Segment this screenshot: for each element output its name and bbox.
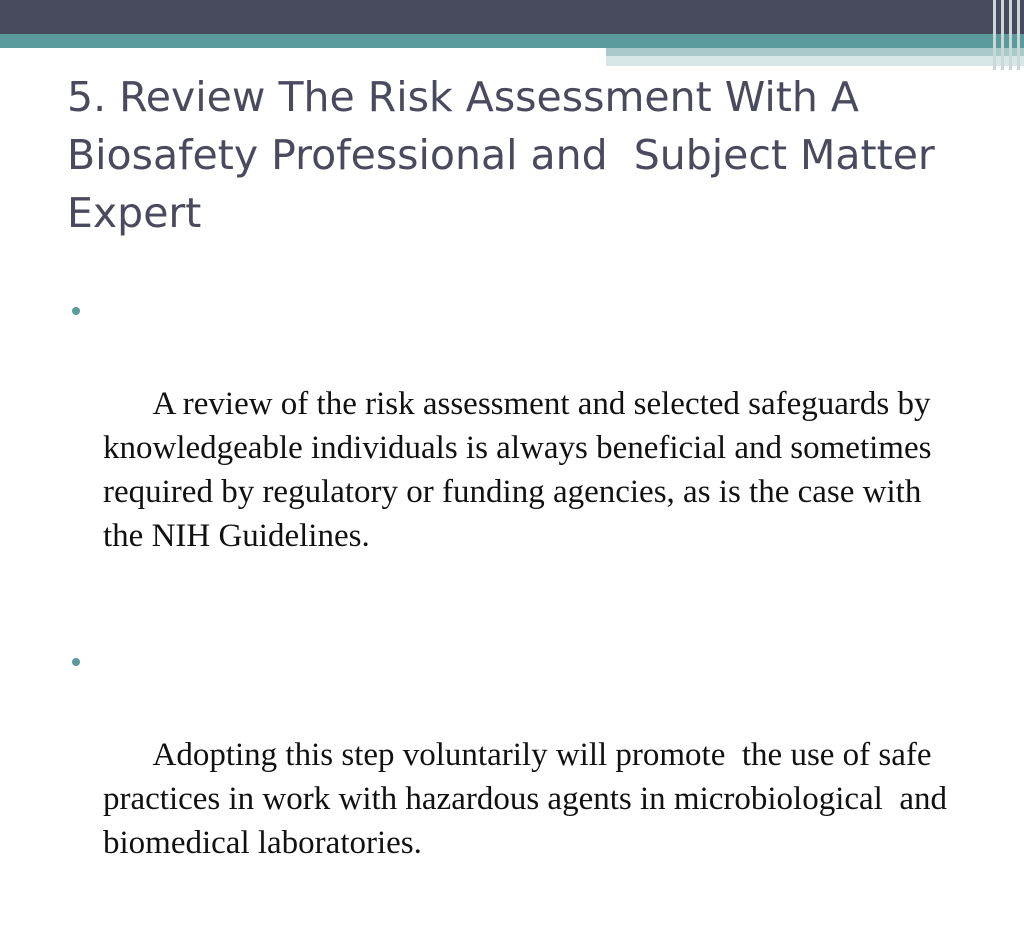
header-banner <box>0 0 1024 34</box>
bullet-text: A review of the risk assessment and selected safeguards by knowledgeable individuals is always beneficial and sometimes required by regulatory or funding agencies, as is the case with the NIH Guidelines. <box>103 386 940 554</box>
stripe <box>1017 0 1020 70</box>
bullet-list <box>72 294 956 952</box>
header-right-accent-light <box>606 56 1024 66</box>
stripe <box>993 0 996 70</box>
bullet-item <box>72 645 956 909</box>
bullet-icon <box>72 658 80 666</box>
header-band-notch <box>0 48 606 54</box>
header-accent-band <box>0 34 1024 48</box>
slide-title: 5. Review The Risk Assessment With A Biosafety Professional and Subject Matter Expert <box>67 73 948 237</box>
bullet-icon <box>72 307 80 315</box>
bullet-item <box>72 294 952 602</box>
decorative-stripes <box>990 0 1024 70</box>
stripe <box>1001 0 1004 70</box>
header-right-accent <box>606 48 1024 56</box>
stripe <box>1009 0 1012 70</box>
bullet-text: Adopting this step voluntarily will promote the use of safe practices in work with hazardous agents in microbiological and biomedical laboratories. <box>103 737 956 861</box>
